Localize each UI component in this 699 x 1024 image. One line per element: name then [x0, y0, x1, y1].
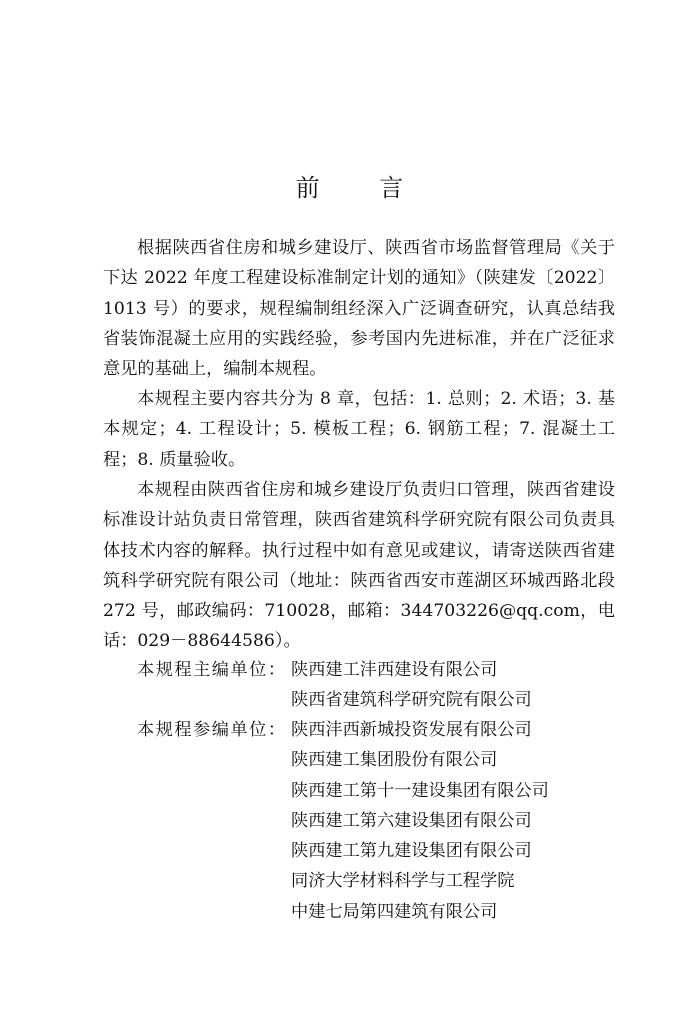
preface-paragraph-1: 根据陕西省住房和城乡建设厅、陕西省市场监督管理局《关于下达 2022 年度工程建设标准制定计划的通知》（陕建发〔2022〕1013 号）的要求，规程编制组经深入广泛调查研究，认真总结我省装饰混凝土应用的实践经验，参考国内先进标准，并在广泛征求意见的基础上，编制本规程。: [103, 238, 615, 380]
participating-units-label: 本规程参编单位：: [137, 720, 287, 740]
participating-unit-name: 中建七局第四建筑有限公司: [291, 901, 498, 922]
participating-unit-row: [103, 715, 623, 745]
participating-unit-name: 同济大学材料科学与工程学院: [291, 871, 515, 892]
participating-unit-row: [103, 866, 623, 896]
participating-unit-name: 陕西建工集团股份有限公司: [291, 750, 498, 771]
participating-unit-name: 陕西沣西新城投资发展有限公司: [291, 720, 532, 740]
participating-unit-row: [103, 776, 623, 806]
chief-units-label: 本规程主编单位：: [137, 660, 287, 680]
participating-unit-row: [103, 836, 623, 866]
participating-unit-name: 陕西建工第六建设集团有限公司: [291, 810, 532, 831]
chief-unit-row: [103, 685, 623, 715]
participating-unit-row: [103, 897, 623, 927]
participating-unit-name: 陕西建工第十一建设集团有限公司: [291, 780, 549, 801]
page-title: 前 言: [295, 174, 430, 202]
chief-unit-row: [103, 655, 623, 685]
participating-units-block: [103, 715, 623, 927]
chief-unit-name: 陕西建工沣西建设有限公司: [291, 660, 498, 680]
participating-unit-row: [103, 745, 623, 775]
participating-unit-name: 陕西建工第九建设集团有限公司: [291, 841, 532, 862]
chief-units-block: [103, 655, 623, 716]
chief-unit-name: 陕西省建筑科学研究院有限公司: [291, 690, 532, 711]
preface-paragraph-2: 本规程主要内容共分为 8 章，包括：1. 总则；2. 术语；3. 基本规定；4. 工程设计；5. 模板工程；6. 钢筋工程；7. 混凝土工程；8. 质量验收。: [103, 389, 615, 470]
participating-unit-row: [103, 806, 623, 836]
preface-paragraph-3: 本规程由陕西省住房和城乡建设厅负责归口管理，陕西省建设标准设计站负责日常管理，陕西省建筑科学研究院有限公司负责具体技术内容的解释。执行过程中如有意见或建议，请寄送陕西省建筑科学研究院有限公司（地址：陕西省西安市莲湖区环城西路北段 272 号，邮政编码：710028，邮箱：344703226@qq.com，电话：029－88644586）。: [103, 480, 615, 652]
